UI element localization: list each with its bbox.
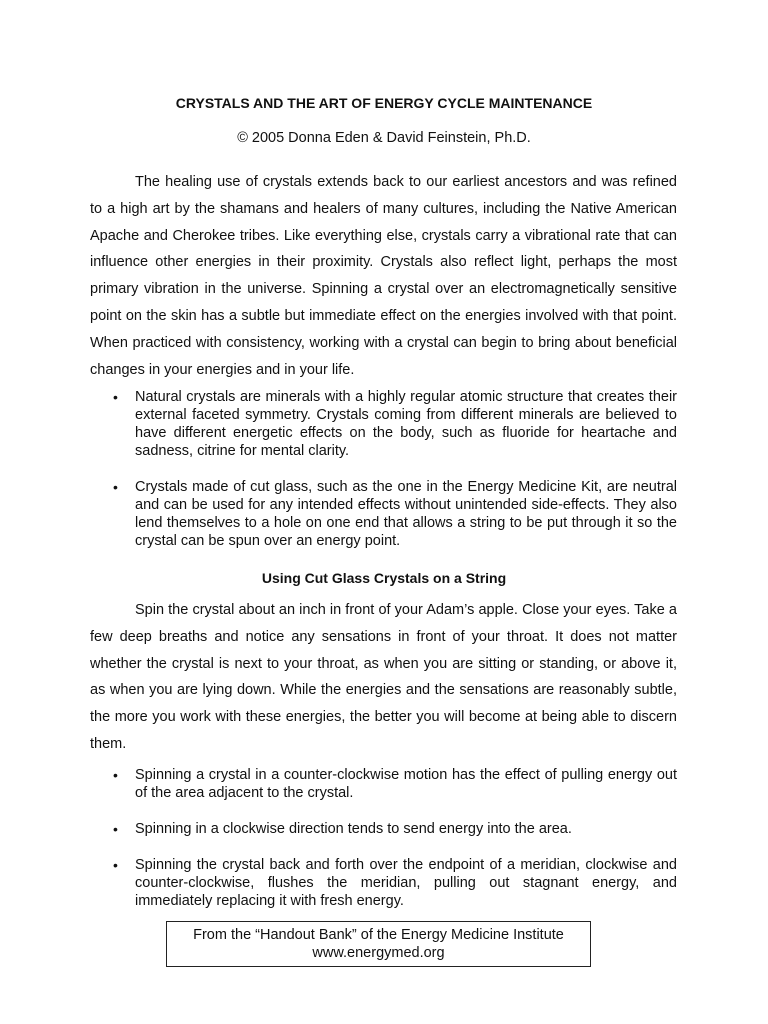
crystal-types-list [90, 388, 677, 568]
footer-website-link[interactable]: www.energymed.org [312, 945, 445, 961]
list-item-text: Crystals made of cut glass, such as the one in the Energy Medicine Kit, are neutral and can be used for any intended effects without unintended side-effects. They also lend themselves to a hole on one end that allows a string to be put through it so the crystal can be spun over an energy point. [135, 479, 677, 549]
list-item [90, 856, 677, 910]
intro-paragraph: The healing use of crystals extends back to our earliest ancestors and was refined to a high art by the shamans and healers of many cultures, including the Native American Apache and Cherokee tribes. Like everything else, crystals carry a vibrational rate that can influence other energies in their proximity. Crystals also reflect light, perhaps the most primary vibration in the universe. Spinning a crystal over an electromagnetically sensitive point on the skin has a subtle but immediate effect on the energies involved with that point. When practiced with consistency, working with a crystal can begin to bring about beneficial changes in your energies and in your life. [90, 174, 677, 378]
bullet-icon: • [113, 389, 118, 405]
bullet-icon: • [113, 857, 118, 873]
section-heading: Using Cut Glass Crystals on a String [261, 570, 507, 586]
list-item-text: Spinning the crystal back and forth over the endpoint of a meridian, clockwise and counter-clockwise, flushes the meridian, pulling out stagnant energy, and immediately replacing it with fresh energy. [135, 857, 677, 909]
section-paragraph: Spin the crystal about an inch in front of your Adam’s apple. Close your eyes. Take a few deep breaths and notice any sensations in front of your throat. It does not matter whether the crystal is next to your throat, as when you are sitting or standing, or above it, as when you are lying down. While the energies and the sensations are reasonably subtle, the more you work with these energies, the better you will become at being able to discern them. [90, 602, 677, 752]
list-item-text: Spinning in a clockwise direction tends to send energy into the area. [135, 821, 572, 837]
list-item-text: Spinning a crystal in a counter-clockwise motion has the effect of pulling energy out of the area adjacent to the crystal. [135, 767, 677, 801]
list-item [90, 766, 677, 802]
list-item [90, 478, 677, 550]
bullet-icon: • [113, 767, 118, 783]
list-item [90, 820, 677, 838]
bullet-icon: • [113, 479, 118, 495]
copyright-line: © 2005 Donna Eden & David Feinstein, Ph.D. [237, 130, 531, 146]
footer-source-line: From the “Handout Bank” of the Energy Medicine Institute [193, 927, 564, 943]
footer-box [166, 921, 591, 967]
list-item [90, 388, 677, 460]
spinning-techniques-list [90, 766, 677, 928]
list-item-text: Natural crystals are minerals with a highly regular atomic structure that creates their external faceted symmetry. Crystals coming from different minerals are believed to have different energetic effects on the body, such as fluoride for heartache and sadness, citrine for mental clarity. [135, 389, 677, 459]
document-title: CRYSTALS AND THE ART OF ENERGY CYCLE MAINTENANCE [175, 95, 593, 111]
bullet-icon: • [113, 821, 118, 837]
